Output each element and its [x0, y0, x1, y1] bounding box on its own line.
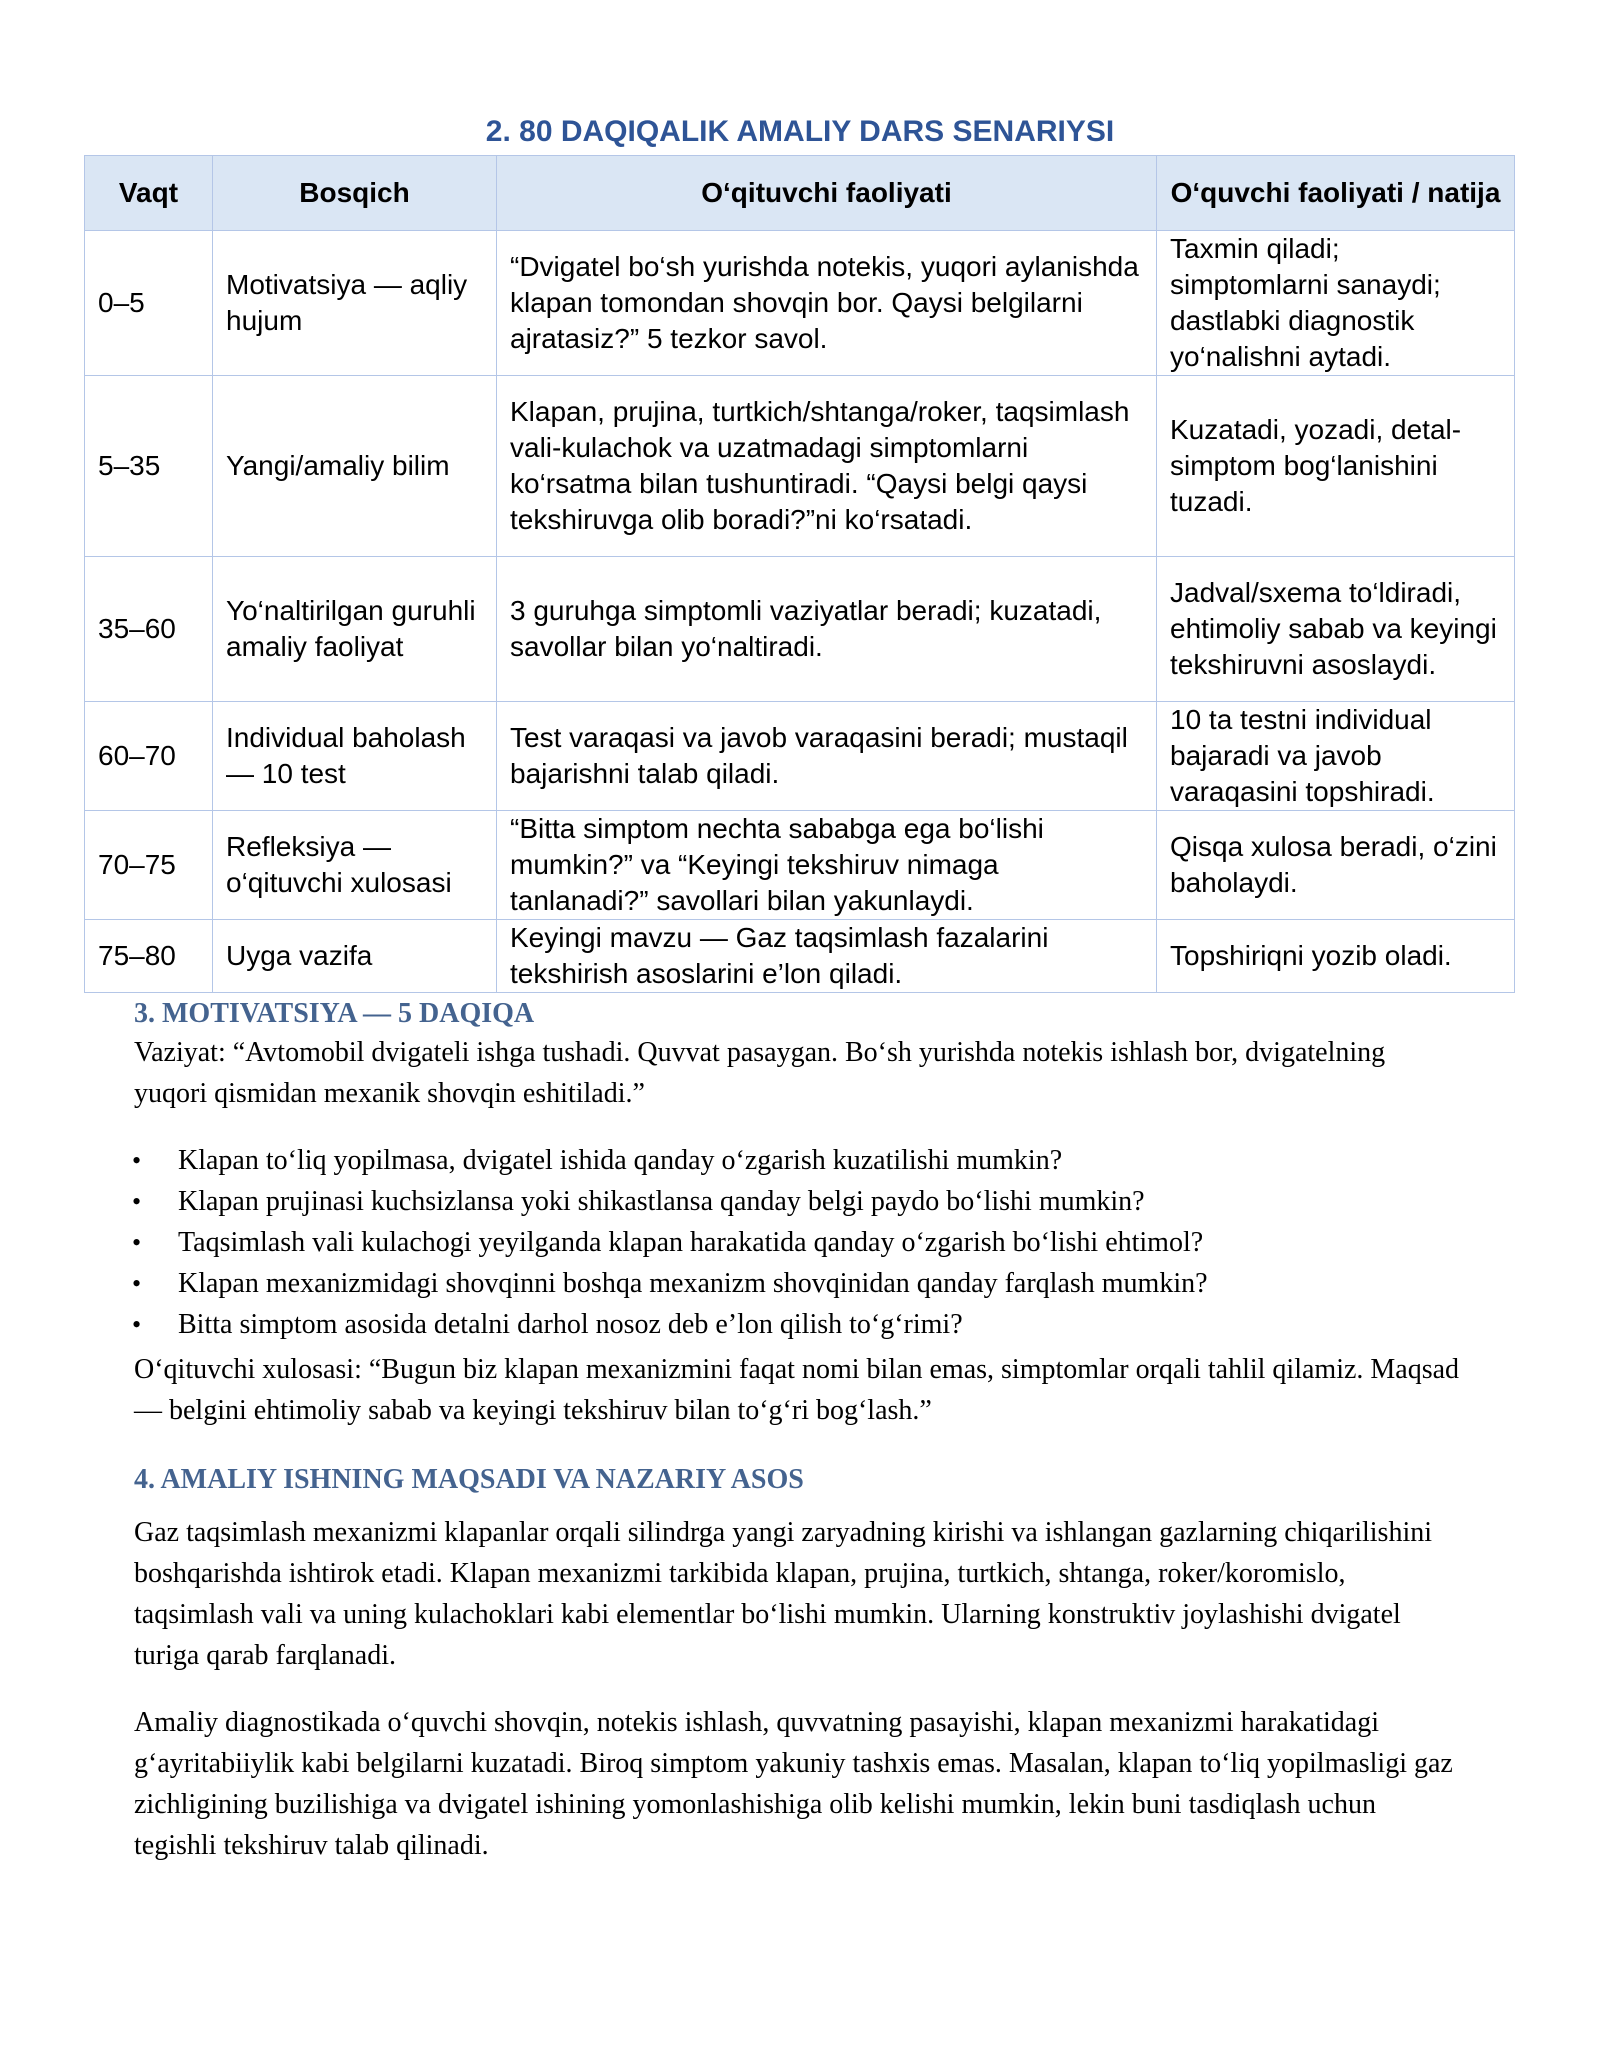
bullet-icon: •	[132, 1310, 142, 1339]
teacher-conclusion: O‘qituvchi xulosasi: “Bugun biz klapan mexanizmini faqat nomi bilan emas, simptomlar orqali tahlil qilamiz. Maqsad — belgini ehtimoliy sabab va keyingi tekshiruv bilan to‘g‘ri bog‘lash.”	[134, 1354, 1460, 1426]
cell-time: 35–60	[85, 557, 213, 702]
cell-stage: Individual baholash — 10 test	[213, 702, 497, 811]
cell-teacher-activity: Keyingi mavzu — Gaz taqsimlash fazalarini tekshirish asoslarini e’lon qiladi.	[497, 920, 1157, 993]
situation-text: Vaziyat: “Avtomobil dvigateli ishga tushadi. Quvvat pasaygan. Bo‘sh yurishda notekis ishlash bor, dvigatelning yuqori qismidan mexanik shovqin eshitiladi.”	[134, 1037, 1386, 1109]
question-text: Klapan to‘liq yopilmasa, dvigatel ishida qanday o‘zgarish kuzatilishi mumkin?	[178, 1145, 1063, 1176]
theory-paragraph-2: Amaliy diagnostikada o‘quvchi shovqin, notekis ishlash, quvvatning pasayishi, klapan mexanizmi harakatidagi g‘ayritabiiylik kabi belgilarni kuzatadi. Biroq simptom yakuniy tashxis emas. Masalan, klapan to‘liq yopilmasligi gaz zichligining buzilishiga va dvigatel ishining yomonlashishiga olib kelishi mumkin, lekin buni tasdiqlash uchun tegishli tekshiruv talab qilinadi.	[134, 1707, 1453, 1861]
table-row	[85, 811, 1515, 920]
bullet-icon: •	[132, 1146, 142, 1175]
cell-stage: Uyga vazifa	[213, 920, 497, 993]
cell-teacher-activity: 3 guruhga simptomli vaziyatlar beradi; kuzatadi, savollar bilan yo‘naltiradi.	[497, 557, 1157, 702]
list-item	[134, 1263, 1464, 1304]
cell-student-activity: Kuzatadi, yozadi, detal-simptom bog‘lanishini tuzadi.	[1157, 376, 1515, 557]
cell-stage: Refleksiya — o‘qituvchi xulosasi	[213, 811, 497, 920]
cell-teacher-activity: Klapan, prujina, turtkich/shtanga/roker, taqsimlash vali-kulachok va uzatmadagi simptomlarni ko‘rsatma bilan tushuntiradi. “Qaysi belgi qaysi tekshiruvga olib boradi?”ni ko‘rsatadi.	[497, 376, 1157, 557]
bullet-icon: •	[132, 1228, 142, 1257]
question-text: Klapan mexanizmidagi shovqinni boshqa mexanizm shovqinidan qanday farqlash mumkin?	[178, 1268, 1208, 1299]
question-list	[134, 1140, 1464, 1345]
table-row	[85, 920, 1515, 993]
cell-stage: Yangi/amaliy bilim	[213, 376, 497, 557]
header-student-activity: O‘quvchi faoliyati / natija	[1157, 156, 1515, 231]
cell-student-activity: Taxmin qiladi; simptomlarni sanaydi; dastlabki diagnostik yo‘nalishni aytadi.	[1157, 231, 1515, 376]
table-row	[85, 376, 1515, 557]
question-text: Klapan prujinasi kuchsizlansa yoki shikastlansa qanday belgi paydo bo‘lishi mumkin?	[178, 1186, 1145, 1217]
question-text: Taqsimlash vali kulachogi yeyilganda klapan harakatida qanday o‘zgarish bo‘lishi ehtimol?	[178, 1227, 1204, 1258]
cell-stage: Motivatsiya — aqliy hujum	[213, 231, 497, 376]
table-header-row	[85, 156, 1515, 231]
bullet-icon: •	[132, 1269, 142, 1298]
cell-student-activity: Jadval/sxema to‘ldiradi, ehtimoliy sabab va keyingi tekshiruvni asoslaydi.	[1157, 557, 1515, 702]
question-text: Bitta simptom asosida detalni darhol nosoz deb e’lon qilish to‘g‘rimi?	[178, 1309, 963, 1340]
cell-stage: Yo‘naltirilgan guruhli amaliy faoliyat	[213, 557, 497, 702]
header-time: Vaqt	[85, 156, 213, 231]
table-row	[85, 231, 1515, 376]
cell-time: 60–70	[85, 702, 213, 811]
list-item	[134, 1222, 1464, 1263]
cell-time: 70–75	[85, 811, 213, 920]
list-item	[134, 1181, 1464, 1222]
cell-teacher-activity: Test varaqasi va javob varaqasini beradi; mustaqil bajarishni talab qiladi.	[497, 702, 1157, 811]
section3-heading: 3. MOTIVATSIYA — 5 DAQIQA	[134, 998, 535, 1029]
cell-student-activity: Qisqa xulosa beradi, o‘zini baholaydi.	[1157, 811, 1515, 920]
cell-time: 0–5	[85, 231, 213, 376]
section4	[134, 1462, 1464, 1866]
section4-heading: 4. AMALIY ISHNING MAQSADI VA NAZARIY ASOS	[134, 1464, 804, 1495]
table-row	[85, 557, 1515, 702]
cell-teacher-activity: “Dvigatel bo‘sh yurishda notekis, yuqori aylanishda klapan tomondan shovqin bor. Qaysi belgilarni ajratasiz?” 5 tezkor savol.	[497, 231, 1157, 376]
header-teacher-activity: O‘qituvchi faoliyati	[497, 156, 1157, 231]
header-stage: Bosqich	[213, 156, 497, 231]
list-item	[134, 1140, 1464, 1181]
cell-time: 75–80	[85, 920, 213, 993]
lesson-plan-table	[84, 155, 1515, 993]
section2-title: 2. 80 DAQIQALIK AMALIY DARS SENARIYSI	[485, 115, 1115, 148]
cell-teacher-activity: “Bitta simptom nechta sababga ega bo‘lishi mumkin?” va “Keyingi tekshiruv nimaga tanlanadi?” savollari bilan yakunlaydi.	[497, 811, 1157, 920]
cell-student-activity: 10 ta testni individual bajaradi va javob varaqasini topshiradi.	[1157, 702, 1515, 811]
theory-paragraph-1: Gaz taqsimlash mexanizmi klapanlar orqali silindrga yangi zaryadning kirishi va ishlangan gazlarning chiqarilishini boshqarishda ishtirok etadi. Klapan mexanizmi tarkibida klapan, prujina, turtkich, shtanga, roker/koromislo, taqsimlash vali va uning kulachoklari kabi elementlar bo‘lishi mumkin. Ularning konstruktiv joylashishi dvigatel turiga qarab farqlanadi.	[134, 1517, 1433, 1671]
section3	[134, 996, 1464, 1431]
bullet-icon: •	[132, 1187, 142, 1216]
list-item	[134, 1304, 1464, 1345]
cell-time: 5–35	[85, 376, 213, 557]
cell-student-activity: Topshiriqni yozib oladi.	[1157, 920, 1515, 993]
table-row	[85, 702, 1515, 811]
